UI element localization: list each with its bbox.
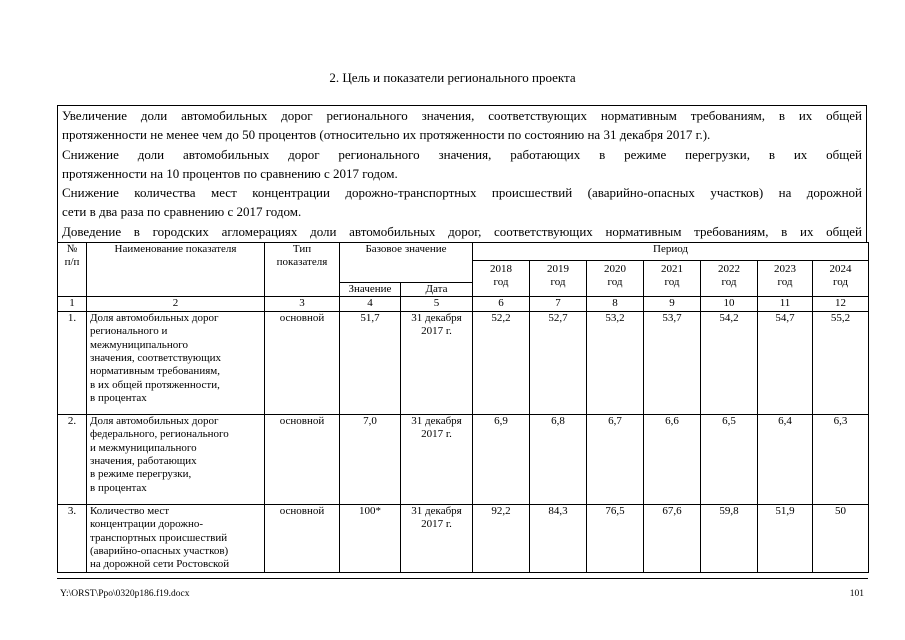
table-row — [58, 311, 869, 414]
header-year — [473, 261, 530, 297]
indicator-name-line: в их общей протяженности, — [90, 378, 220, 391]
year-value-cell: 92,2 — [473, 504, 530, 572]
year-unit: год — [833, 276, 849, 289]
header-year — [758, 261, 813, 297]
year-value: 2018 — [490, 263, 513, 275]
project-goals — [57, 105, 867, 242]
year-unit: год — [607, 276, 623, 289]
year-value-cell: 67,6 — [644, 504, 701, 572]
table-row — [58, 414, 869, 504]
indicator-name-line: концентрации дорожно- — [90, 518, 204, 531]
year-value-cell: 6,8 — [530, 414, 587, 504]
indicator-type: основной — [265, 311, 340, 414]
indicator-name-line: в процентах — [90, 392, 147, 405]
row-number: 1. — [58, 311, 87, 414]
indicator-name — [87, 504, 265, 572]
year-value-cell: 6,6 — [644, 414, 701, 504]
row-number: 3. — [58, 504, 87, 572]
year-unit: год — [493, 276, 509, 289]
base-date: 31 декабря 2017 г. — [401, 414, 473, 504]
column-number: 6 — [473, 297, 530, 311]
column-number: 2 — [87, 297, 265, 311]
indicator-name-line: значения, соответствующих — [90, 352, 222, 365]
base-value: 7,0 — [340, 414, 401, 504]
year-value: 2019 — [547, 263, 570, 275]
column-number: 12 — [813, 297, 869, 311]
year-value-cell: 50 — [813, 504, 869, 572]
column-number: 9 — [644, 297, 701, 311]
header-year — [701, 261, 758, 297]
year-value: 2023 — [774, 263, 797, 275]
goal-line: Доведение в городских агломерациях доли автомобильных дорог, соответствующих нормативным требованиям, в их общей — [62, 223, 862, 239]
column-number: 11 — [758, 297, 813, 311]
page-number: 101 — [849, 589, 864, 599]
row-number: 2. — [58, 414, 87, 504]
column-number: 4 — [340, 297, 401, 311]
year-value-cell: 52,2 — [473, 311, 530, 414]
year-value-cell: 6,4 — [758, 414, 813, 504]
indicator-name-line: в процентах — [90, 481, 147, 494]
goal-line: Увеличение доли автомобильных дорог регионального значения, соответствующих нормативным требованиям, в их общей — [62, 108, 862, 123]
indicator-name-line: в режиме перегрузки, — [90, 468, 192, 481]
header-type: Тип показателя — [265, 243, 340, 297]
header-base: Базовое значение — [340, 243, 473, 283]
header-year — [587, 261, 644, 297]
column-number: 10 — [701, 297, 758, 311]
goal-line: сети в два раза по сравнению с 2017 годом. — [62, 204, 302, 220]
year-value-cell: 53,2 — [587, 311, 644, 414]
header-year — [644, 261, 701, 297]
indicator-name-line: транспортных происшествий — [90, 531, 228, 544]
year-unit: год — [550, 276, 566, 289]
header-period: Период — [473, 243, 869, 261]
goal-line: протяженности на 10 процентов по сравнению с 2017 годом. — [62, 165, 398, 181]
base-date: 31 декабря 2017 г. — [401, 504, 473, 572]
column-number: 5 — [401, 297, 473, 311]
column-number: 7 — [530, 297, 587, 311]
indicator-name — [87, 414, 265, 504]
header-num: № п/п — [58, 243, 87, 297]
indicator-name-line: нормативным требованиям, — [90, 365, 220, 378]
indicator-name-line: регионального и — [90, 325, 168, 338]
column-number: 8 — [587, 297, 644, 311]
base-value: 51,7 — [340, 311, 401, 414]
indicator-name-line: Доля автомобильных дорог — [90, 311, 219, 324]
indicator-name-line: значения, работающих — [90, 455, 197, 468]
year-value-cell: 54,2 — [701, 311, 758, 414]
year-value-cell: 54,7 — [758, 311, 813, 414]
year-value-cell: 53,7 — [644, 311, 701, 414]
base-date: 31 декабря 2017 г. — [401, 311, 473, 414]
indicator-type: основной — [265, 504, 340, 572]
indicator-name-line: межмуниципального — [90, 338, 188, 351]
footer-file-path: Y:\ORST\Ppo\0320p186.f19.docx — [60, 589, 190, 599]
indicator-name-line: (аварийно-опасных участков) — [90, 545, 229, 558]
column-number-row — [58, 297, 869, 311]
indicator-name-line: Доля автомобильных дорог — [90, 414, 219, 427]
year-value: 2020 — [604, 263, 627, 275]
year-value: 2021 — [661, 263, 684, 275]
year-value-cell: 84,3 — [530, 504, 587, 572]
base-value: 100* — [340, 504, 401, 572]
year-value-cell: 76,5 — [587, 504, 644, 572]
year-value-cell: 55,2 — [813, 311, 869, 414]
header-value: Значение — [340, 283, 401, 297]
year-value: 2022 — [718, 263, 741, 275]
column-number: 3 — [265, 297, 340, 311]
header-year — [813, 261, 869, 297]
indicator-name — [87, 311, 265, 414]
table-row — [58, 504, 869, 572]
header-year — [530, 261, 587, 297]
header-name: Наименование показателя — [87, 243, 265, 297]
goal-line: Снижение количества мест концентрации дорожно-транспортных происшествий (аварийно-опасных участков) на дорожной — [62, 185, 862, 201]
year-unit: год — [721, 276, 737, 289]
indicators-table — [57, 242, 869, 573]
year-value-cell: 59,8 — [701, 504, 758, 572]
indicator-name-line: федерального, регионального — [90, 428, 229, 441]
table-bottom-border — [57, 578, 868, 579]
header-date: Дата — [401, 283, 473, 297]
column-number: 1 — [58, 297, 87, 311]
indicator-name-line: на дорожной сети Ростовской — [90, 558, 230, 571]
year-value-cell: 6,5 — [701, 414, 758, 504]
indicator-name-line: и межмуниципального — [90, 441, 197, 454]
indicator-name-line: Количество мест — [90, 504, 170, 517]
section-title: 2. Цель и показатели регионального проекта — [329, 70, 576, 85]
year-unit: год — [777, 276, 793, 289]
year-value: 2024 — [829, 263, 852, 275]
indicator-type: основной — [265, 414, 340, 504]
year-value-cell: 6,3 — [813, 414, 869, 504]
year-unit: год — [664, 276, 680, 289]
year-value-cell: 51,9 — [758, 504, 813, 572]
goal-line: протяженности не менее чем до 50 процентов (относительно их протяженности по состоянию на 31 декабря 2017 г.). — [62, 127, 711, 143]
year-value-cell: 6,7 — [587, 414, 644, 504]
year-value-cell: 52,7 — [530, 311, 587, 414]
year-value-cell: 6,9 — [473, 414, 530, 504]
goal-line: Снижение доли автомобильных дорог регионального значения, работающих в режиме перегрузки, в их общей — [62, 146, 862, 162]
